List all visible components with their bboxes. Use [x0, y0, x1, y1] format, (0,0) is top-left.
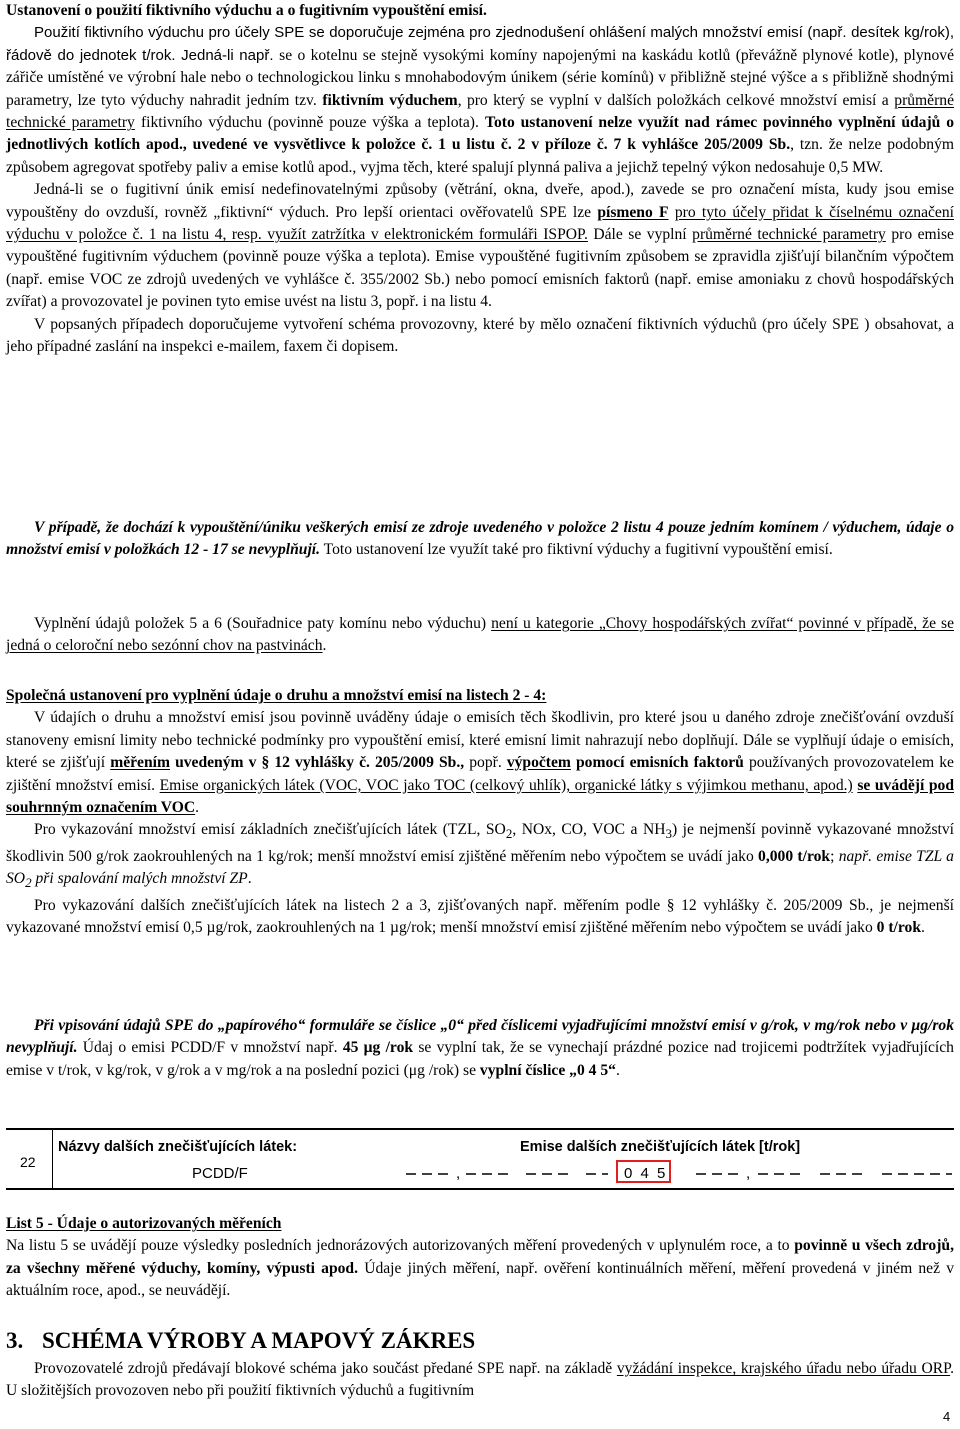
paragraph: V údajích o druhu a množství emisí jsou povinně uváděny údaje o emisích těch škodlivin, pro které jsou u daného zdroje znečišťování ovzduší stanoveny emisní limity nebo technické podmínky pro vypouštění emisí, které emisní limit nahrazují nebo doplňují. Dále se vyplňují údaje o emisích, které se zjišťují měřením uvedeným v § 12 vyhlášky č. 205/2009 Sb., popř. výpočtem pomocí emisních faktorů používaných provozovatelem ke zjištění množství emisí. Emise organických látek (VOC, VOC jako TOC (celkový uhlík), organické látky s výjimkou methanu, apod.) se uvádějí pod souhrnným označením VOC.: [6, 709, 954, 817]
paragraph: Pro vykazování množství emisí základních znečišťujících látek (TZL, $SO_2$, NOx, CO, VOC a $NH_3$) je nejmenší povinně vykazované množství škodlivin 500 g/rok zaokrouhlených na 1 kg/rok; menší množství emisí zjištěné měřením nebo výpočtem se uvádí jako 0,000 t/rok; např. emise TZL a $SO_2$ při spalování malých množství ZP.: [6, 821, 954, 891]
digit-placeholder-mg: [586, 1171, 608, 1177]
chapter-heading: 3. SCHÉMA VÝROBY A MAPOVÝ ZÁKRES: [6, 1328, 476, 1353]
digit-placeholder-kg: [466, 1171, 514, 1177]
section-heading: Ustanovení o použití fiktivního výduchu a o fugitivním vypouštění emisí.: [6, 2, 487, 19]
decimal-separator: ,: [456, 1165, 461, 1182]
common-provisions: [6, 685, 954, 940]
section3-text: [6, 1358, 954, 1403]
digit-placeholder: [758, 1171, 806, 1177]
list5-section: [6, 1213, 954, 1303]
digit-placeholder: [696, 1171, 744, 1177]
emissions-header: Emise dalších znečišťujících látek [t/rok]: [520, 1139, 801, 1155]
section-heading: Společná ustanovení pro vyplnění údaje o druhu a množství emisí na listech 2 - 4:: [6, 687, 547, 704]
paragraph: Provozovatelé zdrojů předávají blokové schéma jako součást předané SPE např. na základě vyžádání inspekce, krajského úřadu nebo úřadu ORP. U složitějších provozoven nebo při použití fiktivních výduchů a fugitivním: [6, 1360, 954, 1400]
paragraph: Na listu 5 se uvádějí pouze výsledky posledních jednorázových autorizovaných měření provedených v uplynulém roce, a to povinně u všech zdrojů, za všechny měřené výduchy, komíny, výpusti apod. Údaje jiných měření, např. ověření kontinuálních měření, měření provedená v jiném než v aktuálním roce, apod., se neuvádějí.: [6, 1237, 955, 1300]
paragraph: Použití fiktivního výduchu pro účely SPE se doporučuje zejména pro zjednodušení ohlášení malých množství emisí (např. desítek kg/rok), řádově do jednotek t/rok. Jedná-li např. se o kotelnu se stejně vysokými komíny napojenými na kaskádu kotlů (převážně plynové kotle), plynové zářiče umístěné ve výrobní hale nebo o technologickou linku s mnohabodovým únikem (série komínů) v přibližně stejné výšce a s přibližně shodnými parametry, lze tyto výduchy nahradit jedním tzv. fiktivním výduchem, pro který se vyplní v dalších položkách celkové množství emisí a průměrné technické parametry fiktivního výduchu (povinně pouze výška a teplota). Toto ustanovení nelze využít nad rámec povinného vyplnění údajů o jednotlivých kotlích apod., uvedené ve vysvětlivce k položce č. 1 u listu č. 2 v příloze č. 7 k vyhlášce 205/2009 Sb., tzn. že nelze podobným způsobem agregovat spotřeby paliv a emise kotlů apod., vyjma těch, které spalují plynná paliva a jejichž tepelný výkon nedosahuje 0,5 MW.: [6, 24, 955, 176]
paragraph: V popsaných případech doporučujeme vytvoření schéma provozovny, které by mělo označení fiktivních výduchů (pro účely SPE ) obsahovat, a jeho případné zaslání na inspekci e-mailem, faxem či dopisem.: [6, 315, 954, 356]
paragraph: Jedná-li se o fugitivní únik emisí nedefinovatelnými způsoby (větrání, okna, dveře, apod.), zavede se pro označení místa, kudy jsou emise vypouštěny do ovzduší, rovněž „fiktivní“ výduch. Pro lepší orientaci ověřovatelů SPE lze písmeno F pro tyto účely přidat k číselnému označení výduchu v položce č. 1 na listu 4, resp. využít zatržítka v elektronickém formuláři ISPOP. Dále se vyplní průměrné technické parametry pro emise vypouštěné fugitivním výduchem (povinně pouze výška a teplota). Emise vypouštěné fugitivním způsobem se zpravidla zjišťují bilančním výpočtem (např. emise VOC ze zdrojů uvedených ve vyhlášce č. 355/2002 Sb.) nebo pomocí emisních faktorů (např. emise amoniaku z chovů hospodářských zvířat) a provozovatel je povinen tyto emise uvést na listu 3, popř. i na listu 4.: [6, 181, 954, 311]
row-number: 22: [20, 1154, 36, 1170]
intro-section: [6, 0, 954, 359]
paragraph: Vyplnění údajů položek 5 a 6 (Souřadnice paty komínu nebo výduchu) není u kategorie „Chovy hospodářských zvířat“ povinné v případě, že se jedná o celoroční nebo sezónní chov na pastvinách.: [6, 615, 955, 655]
form-example-row: [6, 1128, 954, 1190]
paragraph: Pro vykazování dalších znečišťujících látek na listech 2 a 3, zjišťovaných např. měřením podle § 12 vyhlášky č. 205/2009 Sb., je nejmenší vykazované množství emisí 0,5 µg/rok, zaokrouhlených na 1 µg/rok; menší množství emisí zjištěné měřením nebo výpočtem se uvádí jako 0 t/rok.: [6, 896, 954, 937]
paragraph: V případě, že dochází k vypouštění/úniku veškerých emisí ze zdroje uvedeného v položce 2 listu 4 pouze jedním komínem / výduchem, údaje o množství emisí v položkách 12 - 17 se nevyplňují. Toto ustanovení lze využít také pro fiktivní výduchy a fugitivní vypouštění emisí.: [6, 519, 954, 559]
digit-placeholder: [882, 1171, 952, 1177]
page-number: 4: [943, 1409, 951, 1424]
single-outlet-note: [6, 517, 954, 562]
substances-header: Názvy dalších znečišťujících látek:: [58, 1139, 298, 1155]
paragraph: Při vpisování údajů SPE do „papírového“ formuláře se číslice „0“ před číslicemi vyjadřujícími množství emisí v g/rok, v mg/rok nebo v μg/rok nevyplňují. Údaj o emisi PCDD/F v množství např. 45 μg /rok se vyplní tak, že se vynechají prázdné pozice nad trojicemi podtržítek vyjadřujících emise v t/rok, v kg/rok, v g/rok a v mg/rok a na poslední pozici (μg /rok) se vyplní číslice „0 4 5“.: [6, 1017, 954, 1079]
row-number-cell: [6, 1130, 53, 1188]
section-heading: List 5 - Údaje o autorizovaných měřeních: [6, 1215, 282, 1232]
filled-value: 0 4 5: [624, 1165, 668, 1182]
digit-placeholder-g: [526, 1171, 574, 1177]
digit-placeholder-t: [406, 1171, 454, 1177]
coordinates-note: [6, 613, 954, 658]
digit-placeholder: [820, 1171, 868, 1177]
decimal-separator: ,: [746, 1165, 751, 1182]
paper-form-note: [6, 1015, 954, 1082]
substance-name: PCDD/F: [192, 1165, 248, 1182]
